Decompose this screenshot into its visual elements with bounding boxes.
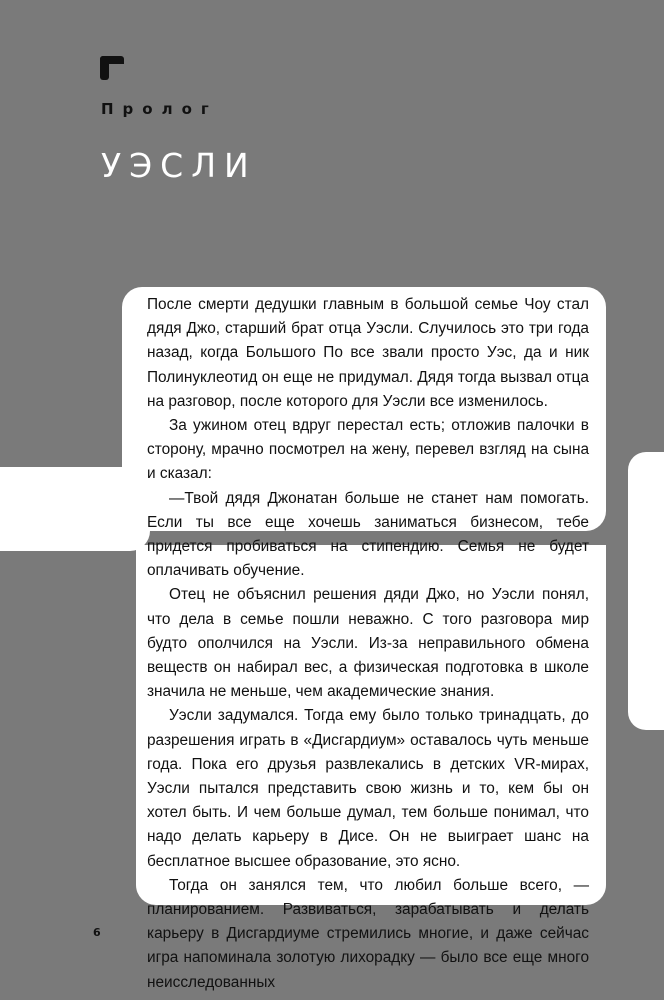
paragraph: Уэсли задумался. Тогда ему было только тринадцать, до разрешения играть в «Дисгардиум» оставалось чуть меньше года. Пока его друзья развлекались в детских VR-мирах, Уэсли пытался представить свою жизнь и то, кем бы он хотел быть. И чем больше думал, тем больше понимал, что надо делать карьеру в Дисе. Он не выиграет шанс на бесплатное высшее образование, это ясно. (147, 707, 589, 870)
paragraph: Отец не объяснил решения дяди Джо, но Уэсли понял, что дела в семье пошли неважно. С того разговора мир будто ополчился на Уэсли. Из-за неправильного обмена веществ он набирал вес, а физическая подготовка в школе значила не меньше, чем академические знания. (147, 586, 589, 701)
paragraph: —Твой дядя Джонатан больше не станет нам помогать. Если ты все еще хочешь заниматься бизнесом, тебе придется пробиваться на стипендию. Семья не будет оплачивать обучение. (147, 489, 589, 580)
corner-mark-icon (100, 56, 124, 80)
chapter-title: УЭСЛИ (101, 146, 257, 185)
body-text (147, 293, 589, 995)
paragraph: После смерти дедушки главным в большой семье Чоу стал дядя Джо, старший брат отца Уэсли. Случилось это три года назад, когда Большого По все звали просто Уэс, да и ник Полинуклеотид он еще не придумал. Дядя тогда вызвал отца на разговор, после которого для Уэсли все изменилось. (147, 296, 589, 410)
paragraph: Тогда он занялся тем, что любил больше всего, — планированием. Развиваться, зарабатывать и делать карьеру в Дисгардиуме стремились многие, и даже сейчас игра напоминала золотую лихорадку — было все еще много неисследованных (147, 876, 589, 991)
chapter-label: Пролог (101, 100, 218, 118)
paragraph: За ужином отец вдруг перестал есть; отложив палочки в сторону, мрачно посмотрел на жену, перевел взгляд на сына и сказал: (147, 417, 589, 483)
decorative-block-right (628, 452, 664, 730)
page-number: 6 (93, 926, 101, 939)
